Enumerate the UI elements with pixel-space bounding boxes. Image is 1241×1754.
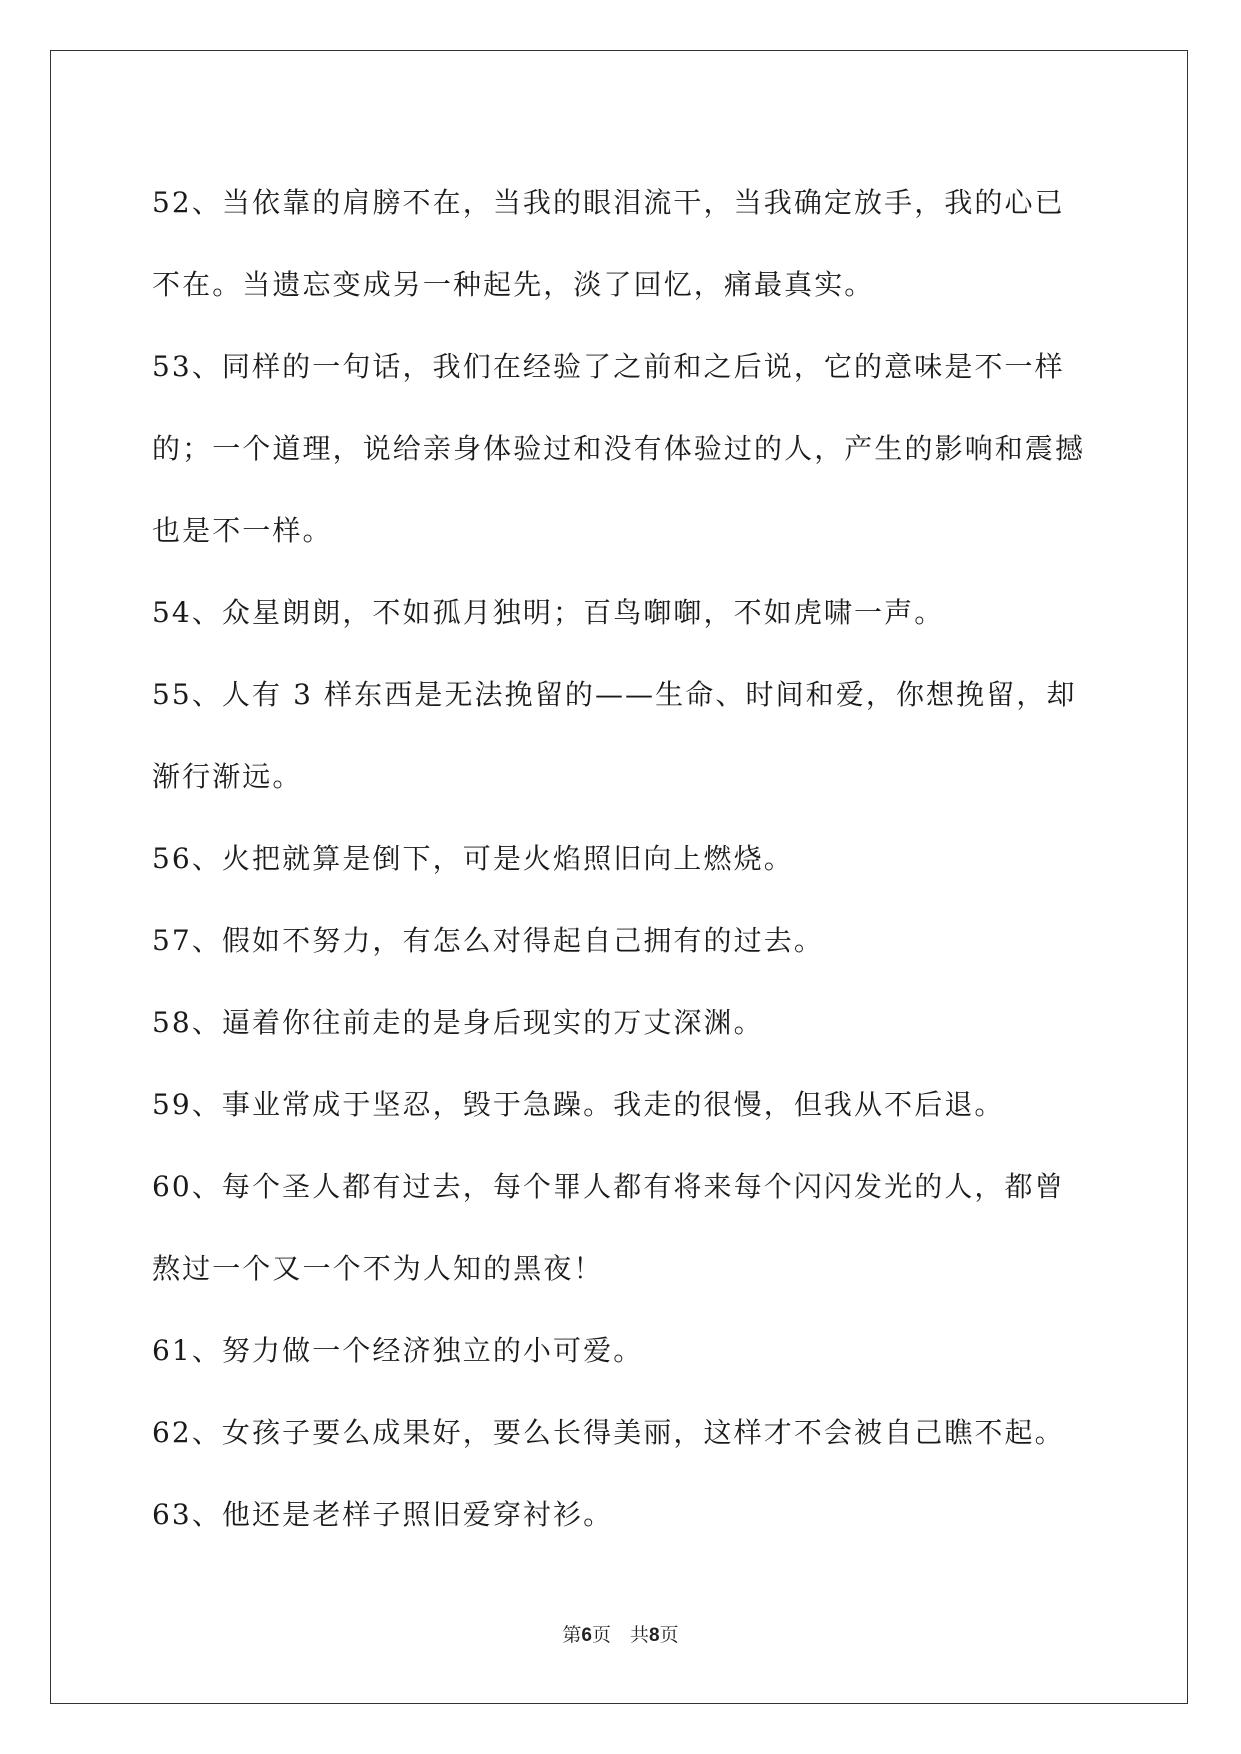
quote-paragraph: 57、假如不努力，有怎么对得起自己拥有的过去。 xyxy=(152,924,824,957)
current-page-number: 6 xyxy=(581,1625,592,1646)
page-suffix: 页 xyxy=(659,1624,679,1646)
quote-paragraph: 61、努力做一个经济独立的小可爱。 xyxy=(152,1334,644,1367)
page-mid: 页 共 xyxy=(591,1624,649,1646)
quote-paragraph: 60、每个圣人都有过去，每个罪人都有将来每个闪闪发光的人，都曾熬过一个又一个不为人知的黑夜！ xyxy=(152,1170,1065,1285)
total-page-number: 8 xyxy=(649,1625,660,1646)
quote-paragraph: 59、事业常成于坚忍，毁于急躁。我走的很慢，但我从不后退。 xyxy=(152,1088,1005,1121)
page-footer xyxy=(0,1620,1241,1647)
quote-paragraph: 54、众星朗朗，不如孤月独明；百鸟啣啣，不如虎啸一声。 xyxy=(152,596,945,629)
quote-paragraph: 58、逼着你往前走的是身后现实的万丈深渊。 xyxy=(152,1006,764,1039)
quote-paragraph: 56、火把就算是倒下，可是火焰照旧向上燃烧。 xyxy=(152,842,794,875)
quote-paragraph: 63、他还是老样子照旧爱穿衬衫。 xyxy=(152,1498,614,1531)
quote-paragraph: 55、人有 3 样东西是无法挽留的——生命、时间和爱，你想挽留，却渐行渐远。 xyxy=(152,678,1077,793)
quote-paragraph: 53、同样的一句话，我们在经验了之前和之后说，它的意味是不一样的；一个道理，说给亲身体验过和没有体验过的人，产生的影响和震撼也是不一样。 xyxy=(152,350,1086,547)
quote-paragraph: 62、女孩子要么成果好，要么长得美丽，这样才不会被自己瞧不起。 xyxy=(152,1416,1065,1449)
document-body xyxy=(152,162,1092,1556)
page-prefix: 第 xyxy=(562,1624,582,1646)
quote-paragraph: 52、当依靠的肩膀不在，当我的眼泪流干，当我确定放手，我的心已不在。当遗忘变成另一种起先，淡了回忆，痛最真实。 xyxy=(152,186,1065,301)
